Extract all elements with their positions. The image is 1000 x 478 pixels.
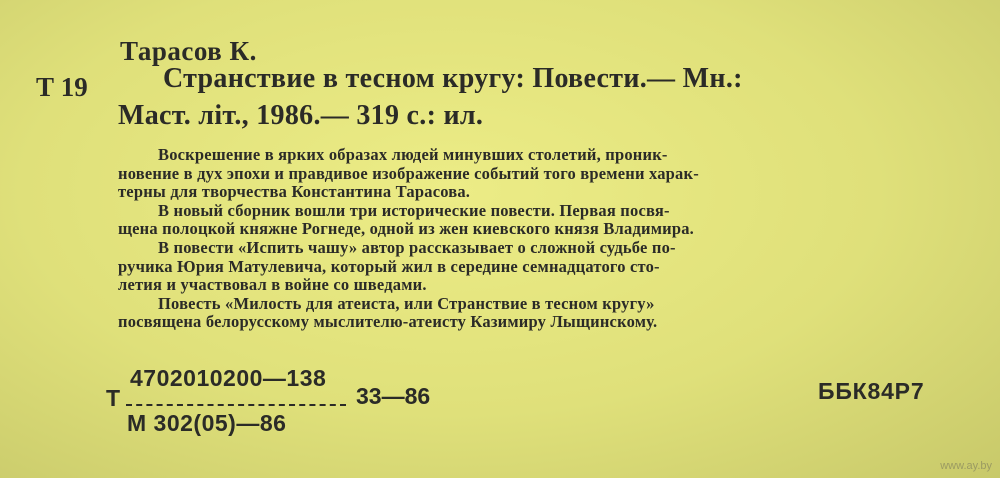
catalog-code: Т 19 [36, 72, 88, 102]
annotation-line: летия и участвовал в войне со шведами. [118, 275, 427, 295]
annotation-line: Повесть «Милость для атеиста, или Странствие в тесном кругу» [158, 293, 655, 313]
annotation-line: посвящена белорусскому мыслителю-атеисту Казимиру Лыщинскому. [118, 312, 658, 332]
annotation-line: В повести «Испить чашу» автор рассказывает о сложной судьбе по- [158, 237, 676, 257]
annotation-line: новение в дух эпохи и правдивое изображение событий того времени харак- [118, 163, 699, 183]
annotation-line: щена полоцкой княжне Рогнеде, одной из жен киевского князя Владимира. [118, 219, 694, 239]
annotation-line: ручика Юрия Матулевича, который жил в середине семнадцатого сто- [118, 256, 660, 276]
annotation-line: В новый сборник вошли три исторические повести. Первая посвя- [158, 200, 670, 220]
author-name: Тарасов К. [120, 36, 257, 66]
title-line-1: Странствие в тесном кругу: Повести.— Мн.: [163, 63, 743, 94]
watermark: www.ay.by [940, 460, 992, 472]
isbn-top: 4702010200—138 [130, 365, 327, 391]
isbn-mid: 33—86 [356, 383, 431, 409]
isbn-letter: Т [106, 385, 121, 411]
annotation-text [118, 146, 958, 332]
isbn-bottom: М 302(05)—86 [127, 410, 287, 436]
bbk-code: ББК84Р7 [818, 378, 925, 404]
fraction-line [126, 404, 346, 406]
annotation-line: терны для творчества Константина Тарасова. [118, 182, 471, 202]
title-line-2: Маст. літ., 1986.— 319 с.: ил. [118, 100, 484, 131]
annotation-line: Воскрешение в ярких образах людей минувших столетий, проник- [158, 145, 668, 164]
